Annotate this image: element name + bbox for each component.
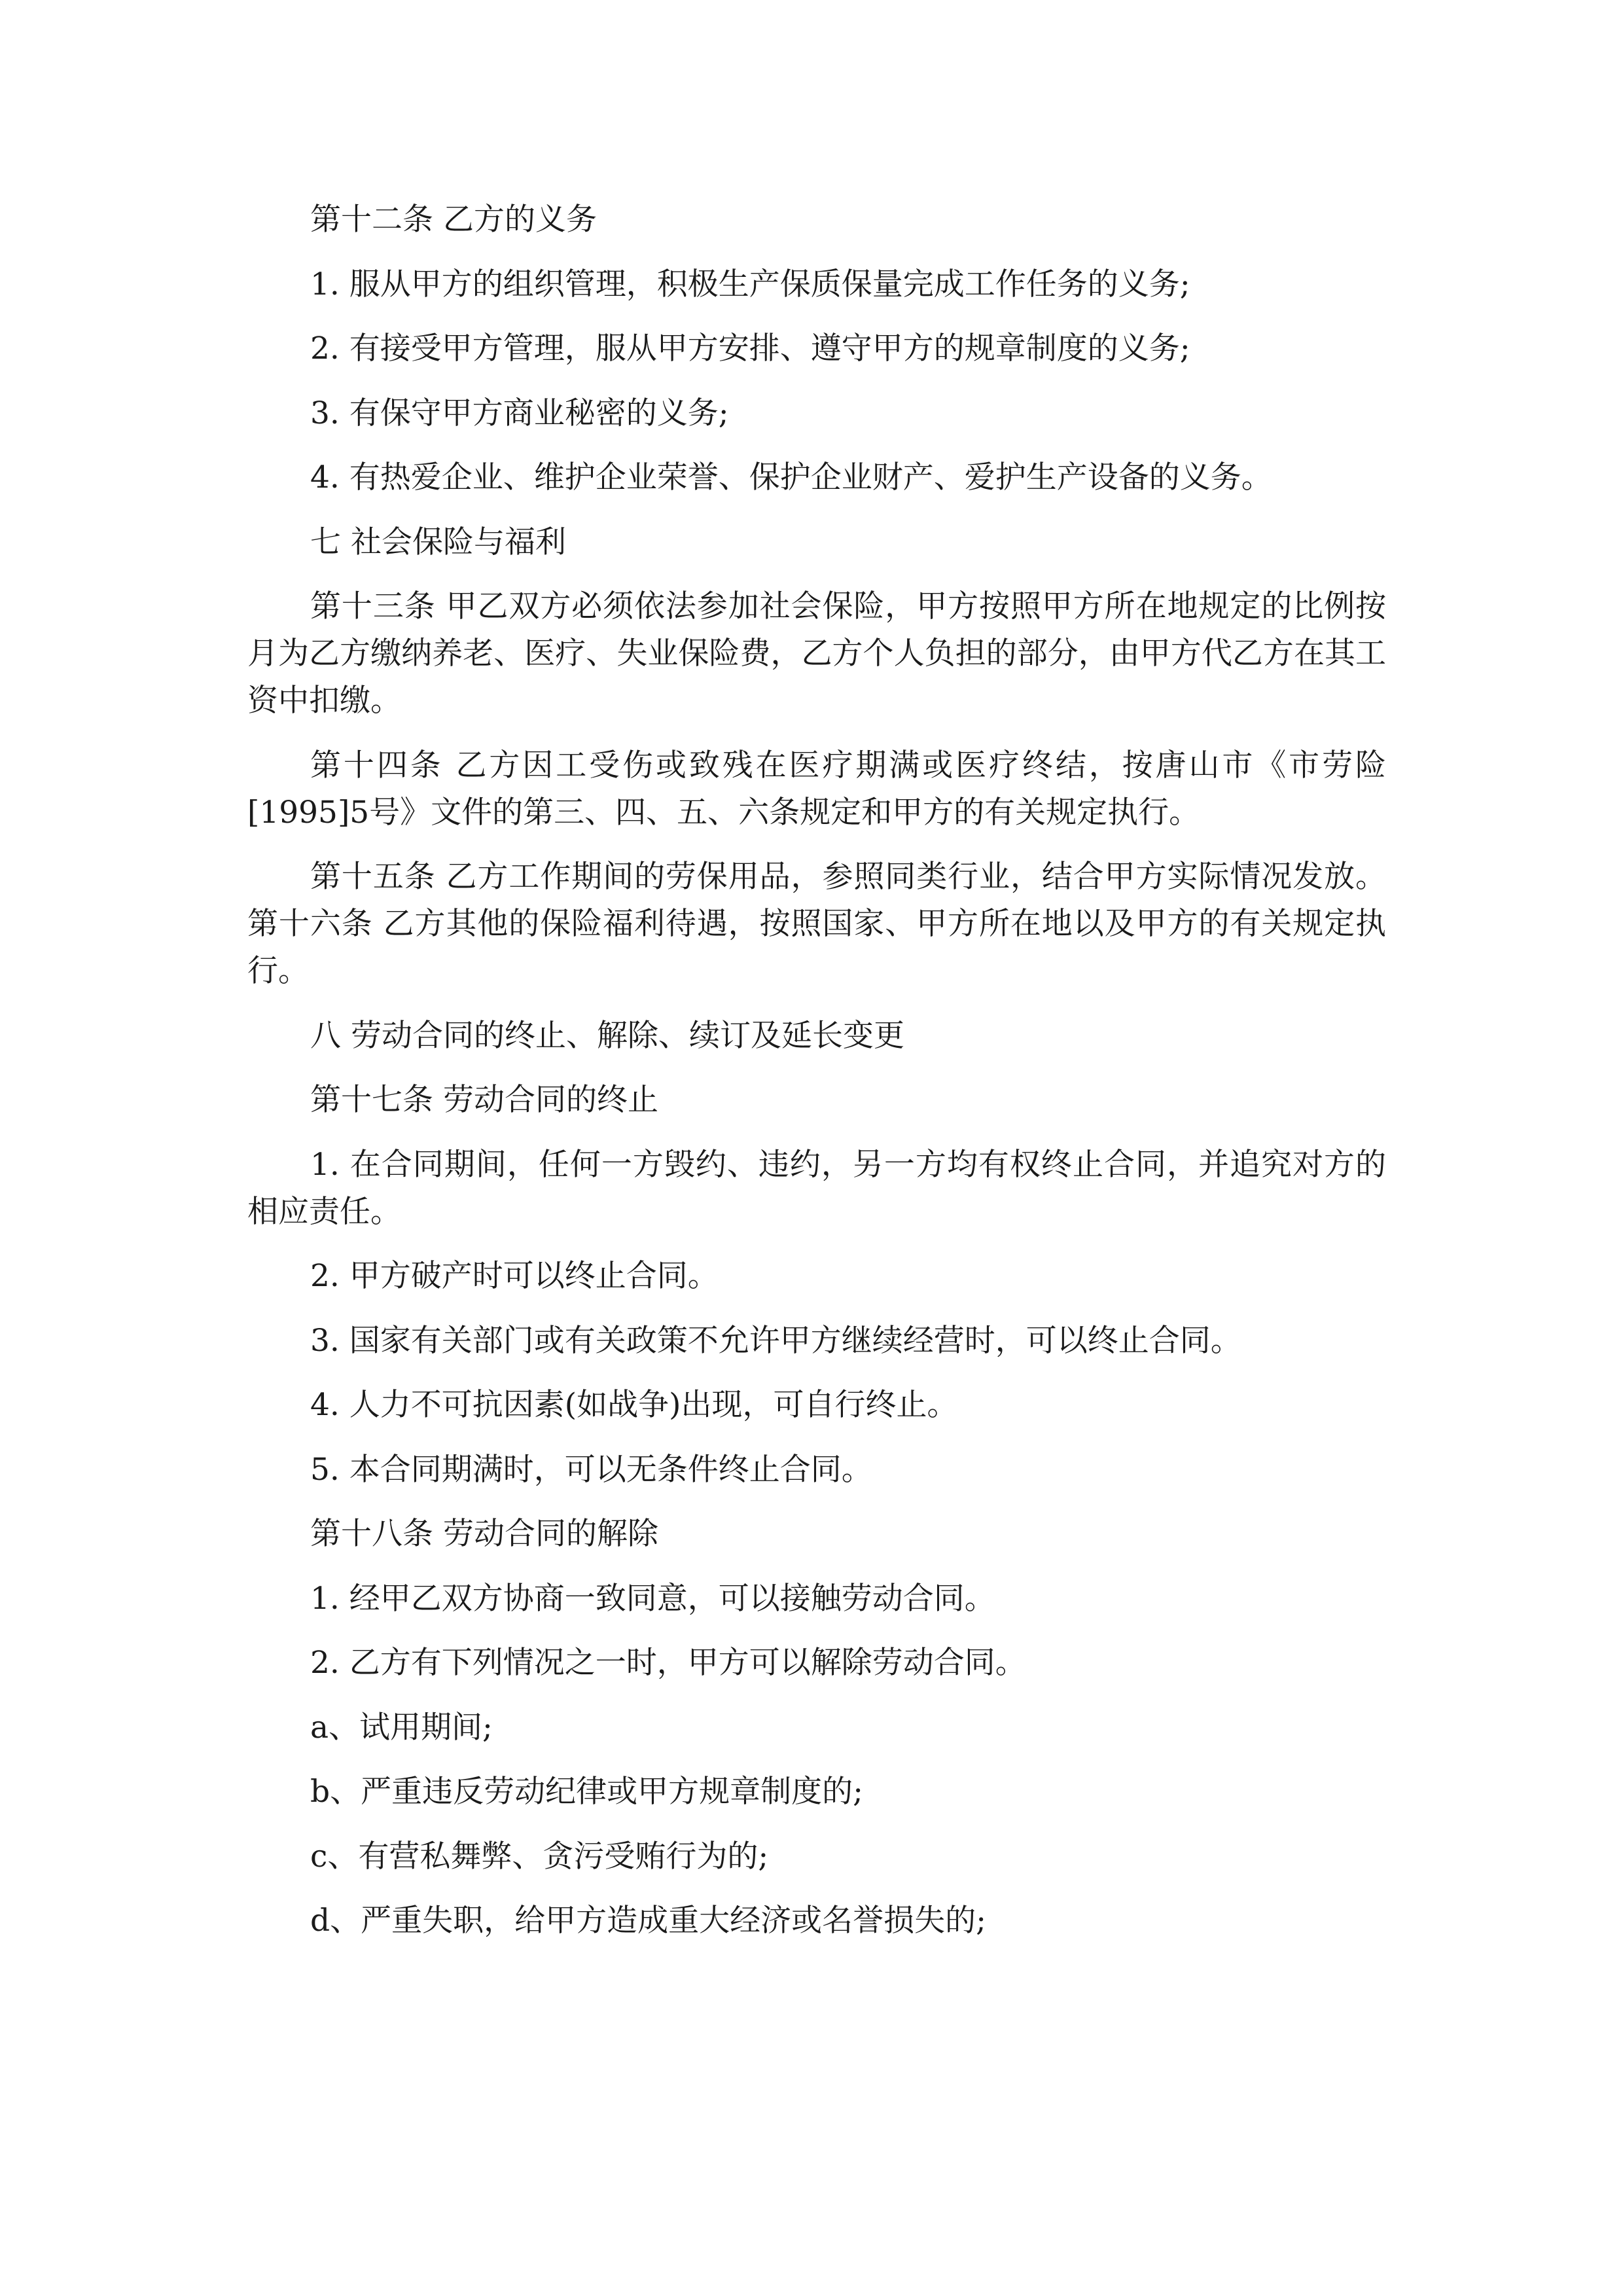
article-17-item-2: 2. 甲方破产时可以终止合同。 (310, 1258, 719, 1294)
article-18-sub-d: d、严重失职，给甲方造成重大经济或名誉损失的; (310, 1903, 986, 1939)
article-17-item-4: 4. 人力不可抗因素(如战争)出现，可自行终止。 (310, 1387, 958, 1423)
article-18-heading: 第十八条 劳动合同的解除 (310, 1516, 658, 1552)
document-body (247, 196, 1386, 1945)
article-12-item-4: 4. 有热爱企业、维护企业荣誉、保护企业财产、爱护生产设备的义务。 (310, 459, 1272, 495)
article-12-item-1: 1. 服从甲方的组织管理，积极生产保质保量完成工作任务的义务; (310, 266, 1190, 302)
article-18-item-1: 1. 经甲乙双方协商一致同意，可以接触劳动合同。 (310, 1580, 995, 1617)
article-17-item-5: 5. 本合同期满时，可以无条件终止合同。 (310, 1451, 872, 1488)
article-17-item-1: 1. 在合同期间，任何一方毁约、违约，另一方均有权终止合同，并追究对方的相应责任。 (247, 1146, 1386, 1230)
section-7-heading: 七 社会保险与福利 (310, 524, 566, 560)
section-8-heading: 八 劳动合同的终止、解除、续订及延长变更 (310, 1017, 904, 1054)
article-14: 第十四条 乙方因工受伤或致残在医疗期满或医疗终结，按唐山市《市劳险[1995]5号》文件的第三、四、五、六条规定和甲方的有关规定执行。 (247, 747, 1386, 831)
article-17-heading: 第十七条 劳动合同的终止 (310, 1082, 658, 1118)
article-18-item-2: 2. 乙方有下列情况之一时，甲方可以解除劳动合同。 (310, 1645, 1026, 1681)
article-12-item-2: 2. 有接受甲方管理，服从甲方安排、遵守甲方的规章制度的义务; (310, 331, 1190, 367)
article-18-sub-c: c、有营私舞弊、贪污受贿行为的; (310, 1838, 769, 1874)
article-18-sub-b: b、严重违反劳动纪律或甲方规章制度的; (310, 1774, 863, 1810)
article-13: 第十三条 甲乙双方必须依法参加社会保险，甲方按照甲方所在地规定的比例按月为乙方缴纳养老、医疗、失业保险费，乙方个人负担的部分，由甲方代乙方在其工资中扣缴。 (247, 588, 1386, 719)
article-15-16: 第十五条 乙方工作期间的劳保用品，参照同类行业，结合甲方实际情况发放。 第十六条 乙方其他的保险福利待遇，按照国家、甲方所在地以及甲方的有关规定执行。 (247, 859, 1386, 989)
article-12-heading: 第十二条 乙方的义务 (310, 202, 597, 238)
article-18-sub-a: a、试用期间; (310, 1709, 493, 1746)
article-12-item-3: 3. 有保守甲方商业秘密的义务; (310, 395, 729, 431)
article-17-item-3: 3. 国家有关部门或有关政策不允许甲方继续经营时，可以终止合同。 (310, 1322, 1241, 1359)
